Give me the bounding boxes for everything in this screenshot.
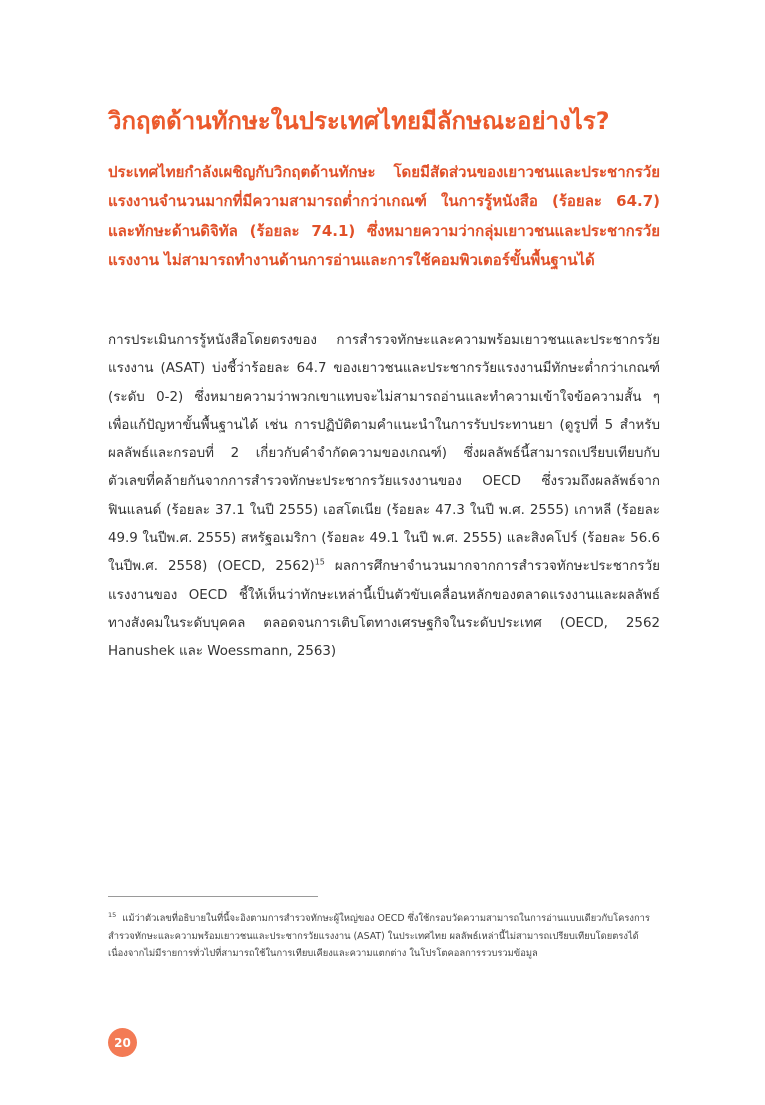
body-paragraph: [108, 327, 660, 667]
footnote-reference[interactable]: 15: [314, 557, 325, 567]
footnote-number: 15: [108, 910, 117, 919]
body-text-part-2: ผลการศึกษาจำนวนมากจากการสำรวจทักษะประชากรวัยแรงงานของ OECD ชี้ให้เห็นว่าทักษะเหล่านี้เป็นตัวขับเคลื่อนหลักของตลาดแรงงานและผลลัพธ์ทางสังคมในระดับบุคคล ตลอดจนการเติบโตทางเศรษฐกิจในระดับประเทศ (OECD, 2562 Hanushek และ Woessmann, 2563): [108, 559, 660, 660]
footnote-text: แม้ว่าตัวเลขที่อธิบายในที่นี้จะอิงตามการสำรวจทักษะผู้ใหญ่ของ OECD ซึ่งใช้กรอบวัดความสามารถในการอ่านแบบเดียวกับโครงการสำรวจทักษะและความพร้อมเยาวชนและประชากรวัยแรงงาน (ASAT) ในประเทศไทย ผลลัพธ์เหล่านี้ไม่สามารถเปรียบเทียบโดยตรงได้เนื่องจากไม่มีรายการทั่วไปที่สามารถใช้ในการเทียบเคียงและความแตกต่าง ในโปรโตคอลการรวบรวมข้อมูล: [108, 913, 650, 959]
page-title: วิกฤตด้านทักษะในประเทศไทยมีลักษณะอย่างไร?: [108, 107, 610, 135]
body-text-part-1: การประเมินการรู้หนังสือโดยตรงของ การสำรวจทักษะและความพร้อมเยาวชนและประชากรวัยแรงงาน (ASAT) บ่งชี้ว่าร้อยละ 64.7 ของเยาวชนและประชากรวัยแรงงานมีทักษะต่ำกว่าเกณฑ์ (ระดับ 0-2) ซึ่งหมายความว่าพวกเขาแทบจะไม่สามารถอ่านและทำความเข้าใจข้อความสั้น ๆ เพื่อแก้ปัญหาขั้นพื้นฐานได้ เช่น การปฏิบัติตามคำแนะนำในการรับประทานยา (ดูรูปที่ 5 สำหรับผลลัพธ์และกรอบที่ 2 เกี่ยวกับคำจำกัดความของเกณฑ์) ซึ่งผลลัพธ์นี้สามารถเปรียบเทียบกับตัวเลขที่คล้ายกันจากการสำรวจทักษะประชากรวัยแรงงานของ OECD ซึ่งรวมถึงผลลัพธ์จากฟินแลนด์ (ร้อยละ 37.1 ในปี 2555) เอสโตเนีย (ร้อยละ 47.3 ในปี พ.ศ. 2555) เกาหลี (ร้อยละ 49.9 ในปีพ.ศ. 2555) สหรัฐอเมริกา (ร้อยละ 49.1 ในปี พ.ศ. 2555) และสิงคโปร์ (ร้อยละ 56.6 ในปีพ.ศ. 2558) (OECD, 2562): [108, 333, 660, 575]
footnote: [108, 910, 660, 963]
footnote-divider: [108, 896, 318, 897]
page-number-badge: 20: [108, 1028, 137, 1057]
lead-paragraph: ประเทศไทยกำลังเผชิญกับวิกฤตด้านทักษะ โดยมีสัดส่วนของเยาวชนและประชากรวัยแรงงานจำนวนมากที่มีความสามารถต่ำกว่าเกณฑ์ ในการรู้หนังสือ (ร้อยละ 64.7) และทักษะด้านดิจิทัล (ร้อยละ 74.1) ซึ่งหมายความว่ากลุ่มเยาวชนและประชากรวัยแรงงาน ไม่สามารถทำงานด้านการอ่านและการใช้คอมพิวเตอร์ขั้นพื้นฐานได้: [108, 163, 660, 270]
